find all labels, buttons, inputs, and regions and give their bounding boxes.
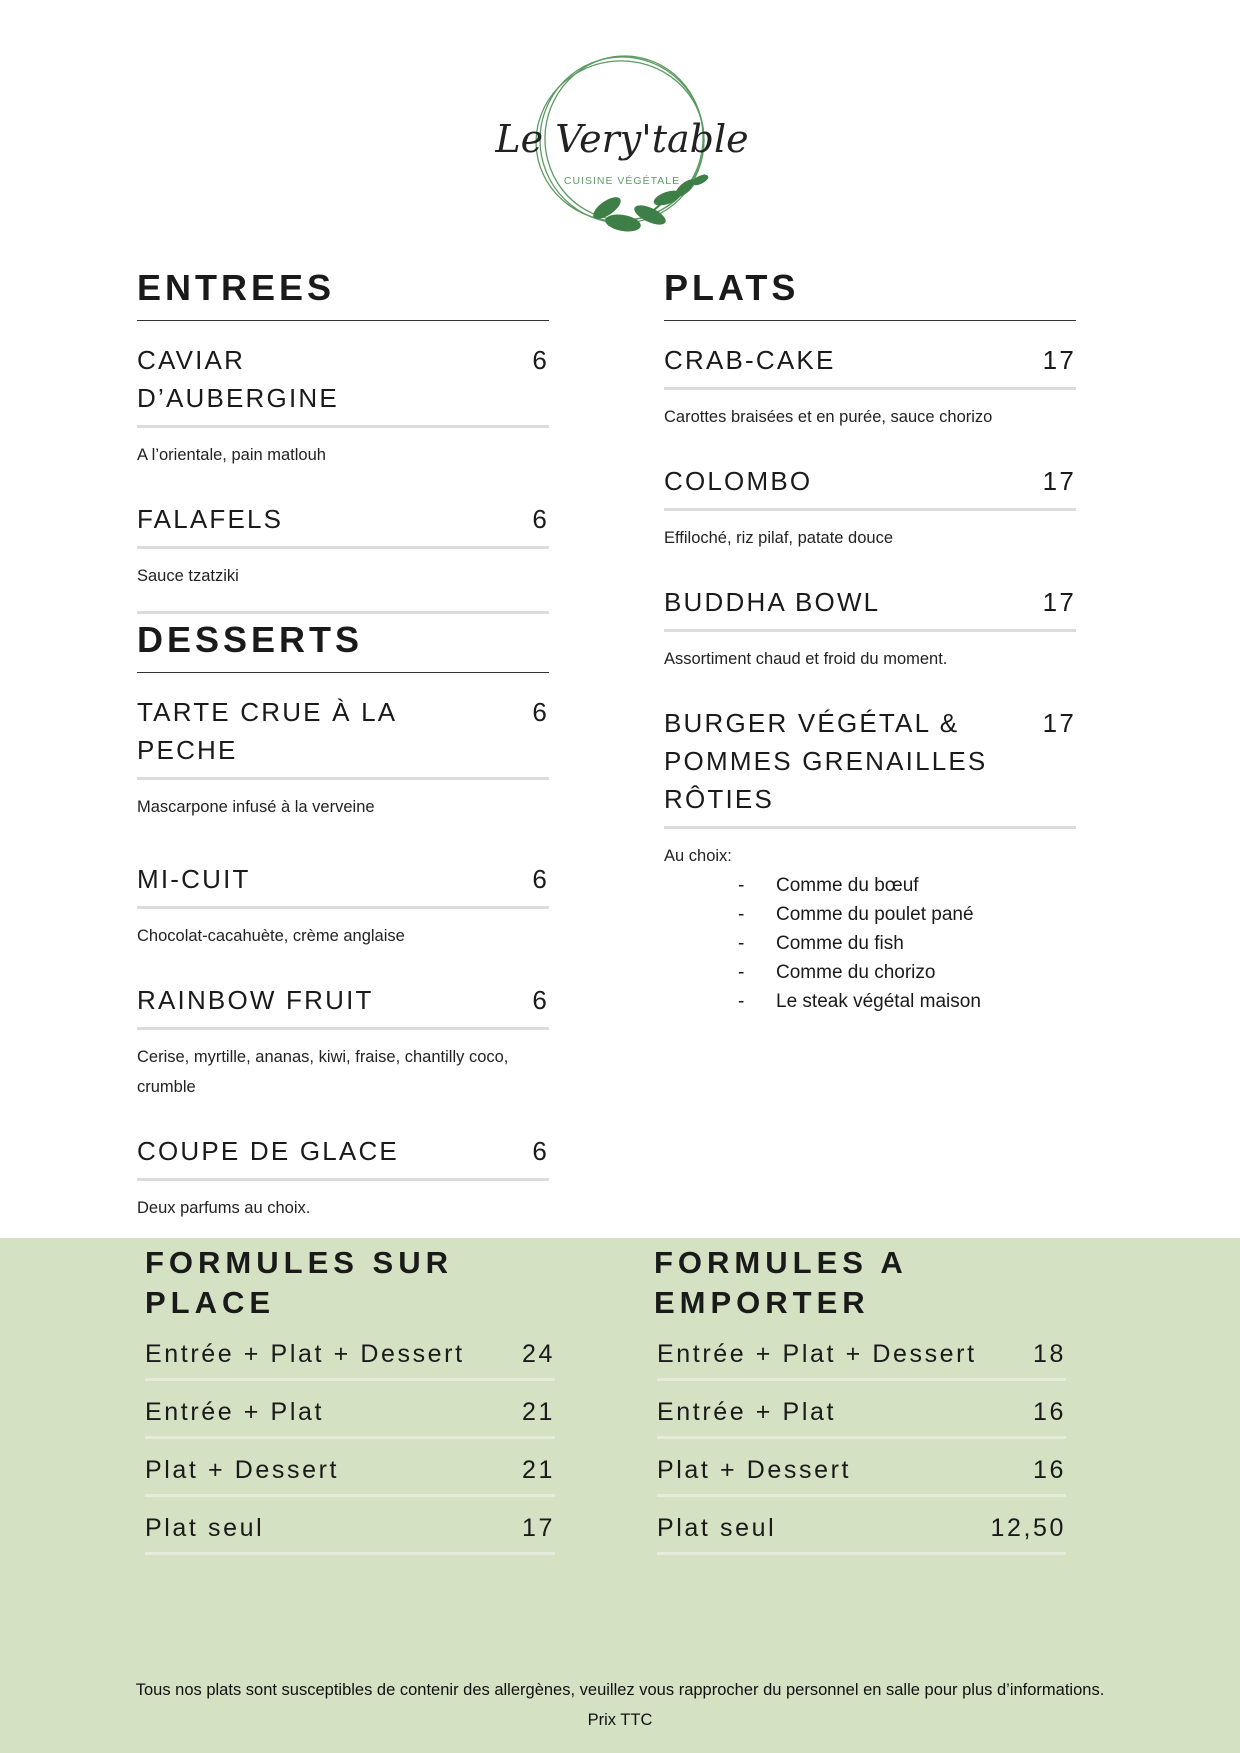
item-name: BUDDHA BOWL xyxy=(664,587,881,617)
burger-choices-list xyxy=(664,871,1076,1016)
list-item: - Comme du chorizo xyxy=(738,962,936,983)
item-description: Sauce tzatziki xyxy=(137,567,239,585)
item-name: TARTE CRUE À LA PECHE xyxy=(137,697,396,765)
list-item: - Comme du bœuf xyxy=(738,875,919,896)
right-column xyxy=(664,268,1076,1016)
item-name: RAINBOW FRUIT xyxy=(137,985,374,1015)
formula-row: Plat + Dessert 16 xyxy=(657,1439,1066,1497)
item-description: Cerise, myrtille, ananas, kiwi, fraise, chantilly coco, crumble xyxy=(137,1048,509,1096)
menu-item xyxy=(137,673,549,780)
item-price: 6 xyxy=(532,504,549,534)
item-description: Carottes braisées et en purée, sauce chorizo xyxy=(664,408,993,426)
menu-item xyxy=(137,480,549,549)
item-price: 17 xyxy=(1042,587,1076,617)
item-name: CRAB-CAKE xyxy=(664,345,836,375)
item-name: COLOMBO xyxy=(664,466,813,496)
list-item: - Le steak végétal maison xyxy=(738,991,981,1012)
item-price: 6 xyxy=(532,864,549,894)
section-title-entrees: ENTREES xyxy=(137,268,549,321)
formules-sur-place xyxy=(145,1243,555,1555)
item-description: Assortiment chaud et froid du moment. xyxy=(664,650,948,668)
list-item: - Comme du poulet pané xyxy=(738,904,974,925)
formula-row: Entrée + Plat 16 xyxy=(657,1381,1066,1439)
section-title-desserts: DESSERTS xyxy=(137,611,549,673)
formules-sur-place-title: FORMULES SUR PLACE xyxy=(145,1245,453,1320)
item-description: Chocolat-cacahuète, crème anglaise xyxy=(137,927,405,945)
menu-item xyxy=(137,961,549,1030)
left-column xyxy=(137,268,549,1233)
svg-text:CUISINE VÉGÉTALE: CUISINE VÉGÉTALE xyxy=(563,175,681,187)
item-price: 6 xyxy=(532,985,549,1015)
item-description: Deux parfums au choix. xyxy=(137,1199,311,1217)
item-price: 17 xyxy=(1042,708,1076,738)
formula-row: Plat + Dessert 21 xyxy=(145,1439,555,1497)
item-price: 6 xyxy=(532,1136,549,1166)
restaurant-logo xyxy=(495,40,750,245)
formules-a-emporter xyxy=(654,1243,1066,1555)
item-name: CAVIAR D’AUBERGINE xyxy=(137,345,339,413)
formula-row: Plat seul 12,50 xyxy=(657,1497,1066,1555)
item-price: 17 xyxy=(1042,345,1076,375)
svg-text:Le Very'table: Le Very'table xyxy=(495,117,749,161)
item-price: 6 xyxy=(532,697,549,727)
formula-row: Entrée + Plat 21 xyxy=(145,1381,555,1439)
formula-row: Plat seul 17 xyxy=(145,1497,555,1555)
item-description: Effiloché, riz pilaf, patate douce xyxy=(664,529,894,547)
item-description: A l’orientale, pain matlouh xyxy=(137,446,326,464)
item-name: COUPE DE GLACE xyxy=(137,1136,399,1166)
footer-note xyxy=(0,1675,1240,1735)
allergen-notice: Tous nos plats sont susceptibles de contenir des allergènes, veuillez vous rapprocher du personnel en salle pour plus d’informations. xyxy=(135,1681,1105,1699)
formula-row: Entrée + Plat + Dessert 24 xyxy=(145,1323,555,1381)
menu-item xyxy=(664,563,1076,632)
menu-item xyxy=(664,321,1076,390)
menu-item xyxy=(664,442,1076,511)
price-notice: Prix TTC xyxy=(587,1711,653,1729)
section-title-plats: PLATS xyxy=(664,268,1076,321)
menu-item xyxy=(137,1112,549,1181)
menu-item xyxy=(137,840,549,909)
formula-row: Entrée + Plat + Dessert 18 xyxy=(657,1323,1066,1381)
menu-item xyxy=(137,321,549,428)
item-name: FALAFELS xyxy=(137,504,284,534)
item-description: Au choix: xyxy=(664,847,732,865)
item-description: Mascarpone infusé à la verveine xyxy=(137,798,375,816)
item-name: MI-CUIT xyxy=(137,864,251,894)
list-item: - Comme du fish xyxy=(738,933,904,954)
item-name: BURGER VÉGÉTAL & POMMES GRENAILLES RÔTIES xyxy=(664,708,988,814)
item-price: 17 xyxy=(1042,466,1076,496)
formules-a-emporter-title: FORMULES A EMPORTER xyxy=(654,1245,907,1320)
item-price: 6 xyxy=(532,345,549,375)
menu-item xyxy=(664,684,1076,829)
